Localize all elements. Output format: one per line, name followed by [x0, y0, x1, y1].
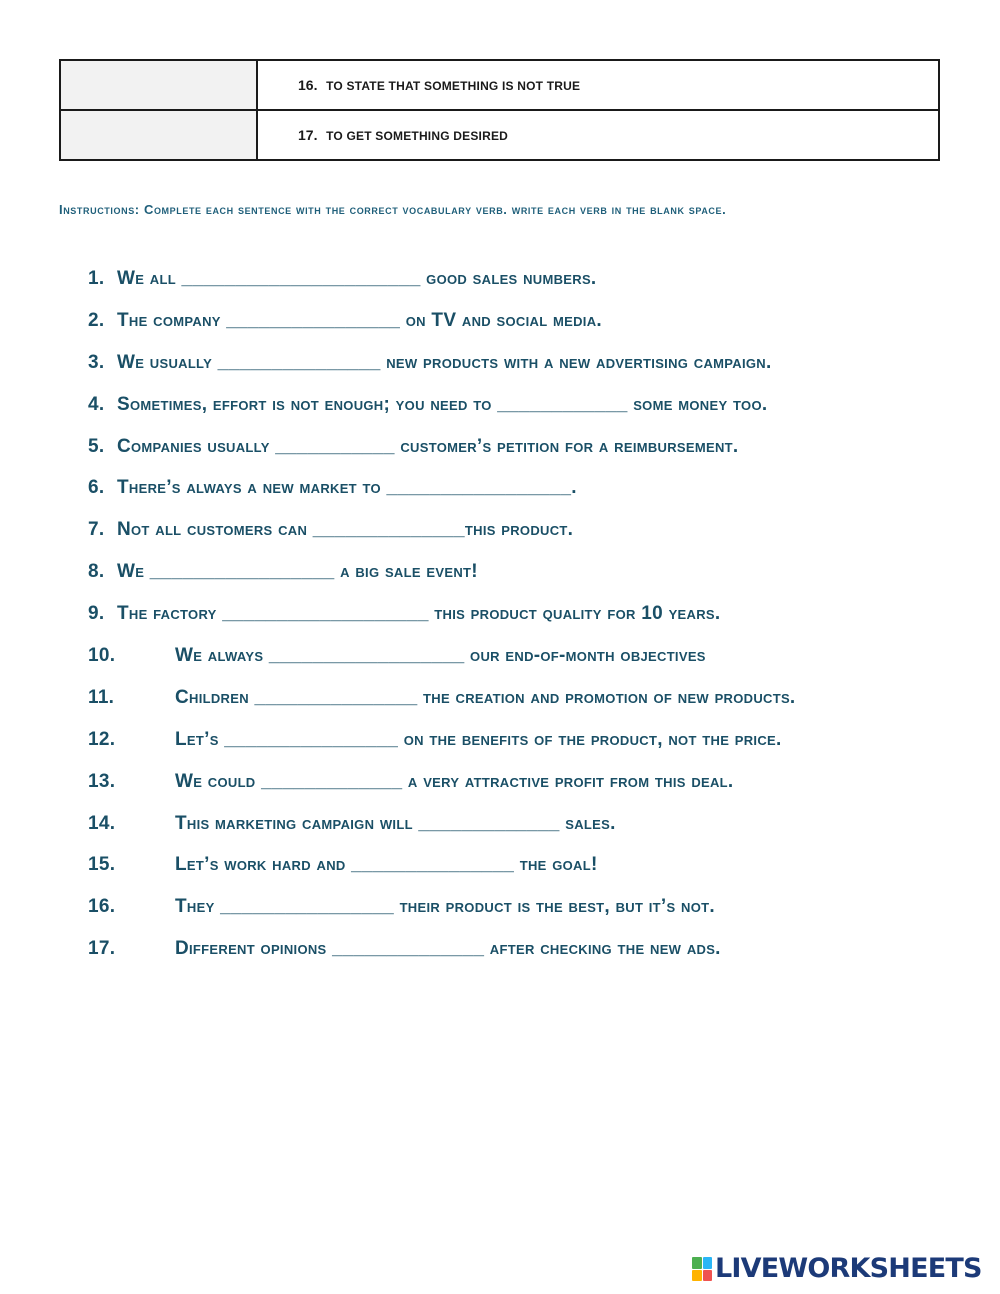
table-row	[60, 60, 939, 110]
answer-cell[interactable]	[60, 110, 257, 160]
sentence-number: 5.	[88, 435, 105, 457]
answer-cell[interactable]	[60, 60, 257, 110]
sentence-text: Sometimes, effort is not enough; you need to ____________ some money too.	[117, 393, 768, 415]
sentence-text: Different opinions ______________ after checking the new ads.	[175, 938, 721, 960]
sentence-number: 16.	[88, 896, 116, 918]
sentence-text: They ________________ their product is the best, but it’s not.	[175, 896, 715, 918]
sentence-number: 10.	[88, 644, 116, 666]
sentence-number: 13.	[88, 770, 116, 792]
sentence-item	[88, 844, 968, 886]
sentence-text: Let’s ________________ on the benefits of the product, not the price.	[175, 728, 782, 750]
sentence-number: 11.	[88, 686, 115, 708]
logo-text: LIVEWORKSHEETS	[715, 1253, 982, 1284]
sentence-number: 8.	[88, 561, 105, 583]
sentence-text: We could _____________ a very attractive profit from this deal.	[175, 770, 734, 792]
sentence-number: 17.	[88, 938, 116, 960]
sentence-text: Children _______________ the creation and promotion of new products.	[175, 686, 796, 708]
sentence-number: 15.	[88, 854, 116, 876]
sentence-item	[88, 300, 968, 342]
sentence-item	[88, 467, 968, 509]
definition-text: TO STATE THAT SOMETHING IS NOT TRUE	[326, 79, 581, 93]
sentence-text: Let’s work hard and _______________ the goal!	[175, 854, 598, 876]
sentence-text: This marketing campaign will _____________ sales.	[175, 812, 616, 834]
instructions-text: Instructions: Complete each sentence with the correct vocabulary verb. write each verb in the blank space.	[59, 202, 727, 217]
sentence-number: 14.	[88, 812, 116, 834]
sentence-number: 2.	[88, 309, 105, 331]
sentence-number: 7.	[88, 519, 105, 541]
table-row	[60, 110, 939, 160]
sentence-text: We _________________ a big sale event!	[117, 561, 478, 583]
definition-number: 16.	[298, 77, 318, 93]
sentence-text: We usually _______________ new products with a new advertising campaign.	[117, 351, 772, 373]
sentence-item	[88, 677, 968, 719]
sentence-item	[88, 928, 968, 970]
sentence-number: 1.	[88, 267, 105, 289]
sentence-text: The factory ___________________ this product quality for 10 years.	[117, 603, 721, 625]
vocabulary-table	[59, 59, 940, 161]
sentence-item	[88, 886, 968, 928]
sentence-text: We all ______________________ good sales numbers.	[117, 267, 597, 289]
sentence-number: 9.	[88, 603, 105, 625]
sentence-text: Companies usually ___________ customer’s petition for a reimbursement.	[117, 435, 739, 457]
sentence-text: The company ________________ on TV and social media.	[117, 309, 602, 331]
sentence-item	[88, 803, 968, 845]
sentence-number: 4.	[88, 393, 105, 415]
sentence-item	[88, 426, 968, 468]
sentence-item	[88, 509, 968, 551]
sentence-item	[88, 258, 968, 300]
sentence-number: 6.	[88, 477, 105, 499]
sentence-item	[88, 384, 968, 426]
sentence-item	[88, 551, 968, 593]
sentence-item	[88, 761, 968, 803]
sentence-number: 3.	[88, 351, 105, 373]
sentence-item	[88, 635, 968, 677]
sentence-item	[88, 593, 968, 635]
sentence-number: 12.	[88, 728, 116, 750]
liveworksheets-logo-icon	[692, 1257, 712, 1281]
sentence-text: Not all customers can ______________this product.	[117, 519, 574, 541]
sentence-text: There’s always a new market to _________________.	[117, 477, 577, 499]
definition-cell	[257, 60, 939, 110]
liveworksheets-logo[interactable]	[692, 1255, 982, 1283]
definition-cell	[257, 110, 939, 160]
sentence-list	[88, 258, 968, 970]
sentence-text: We always __________________ our end-of-month objectives	[175, 644, 706, 666]
sentence-item	[88, 719, 968, 761]
sentence-item	[88, 342, 968, 384]
definition-text: TO GET SOMETHING DESIRED	[326, 129, 509, 143]
definition-number: 17.	[298, 127, 318, 143]
